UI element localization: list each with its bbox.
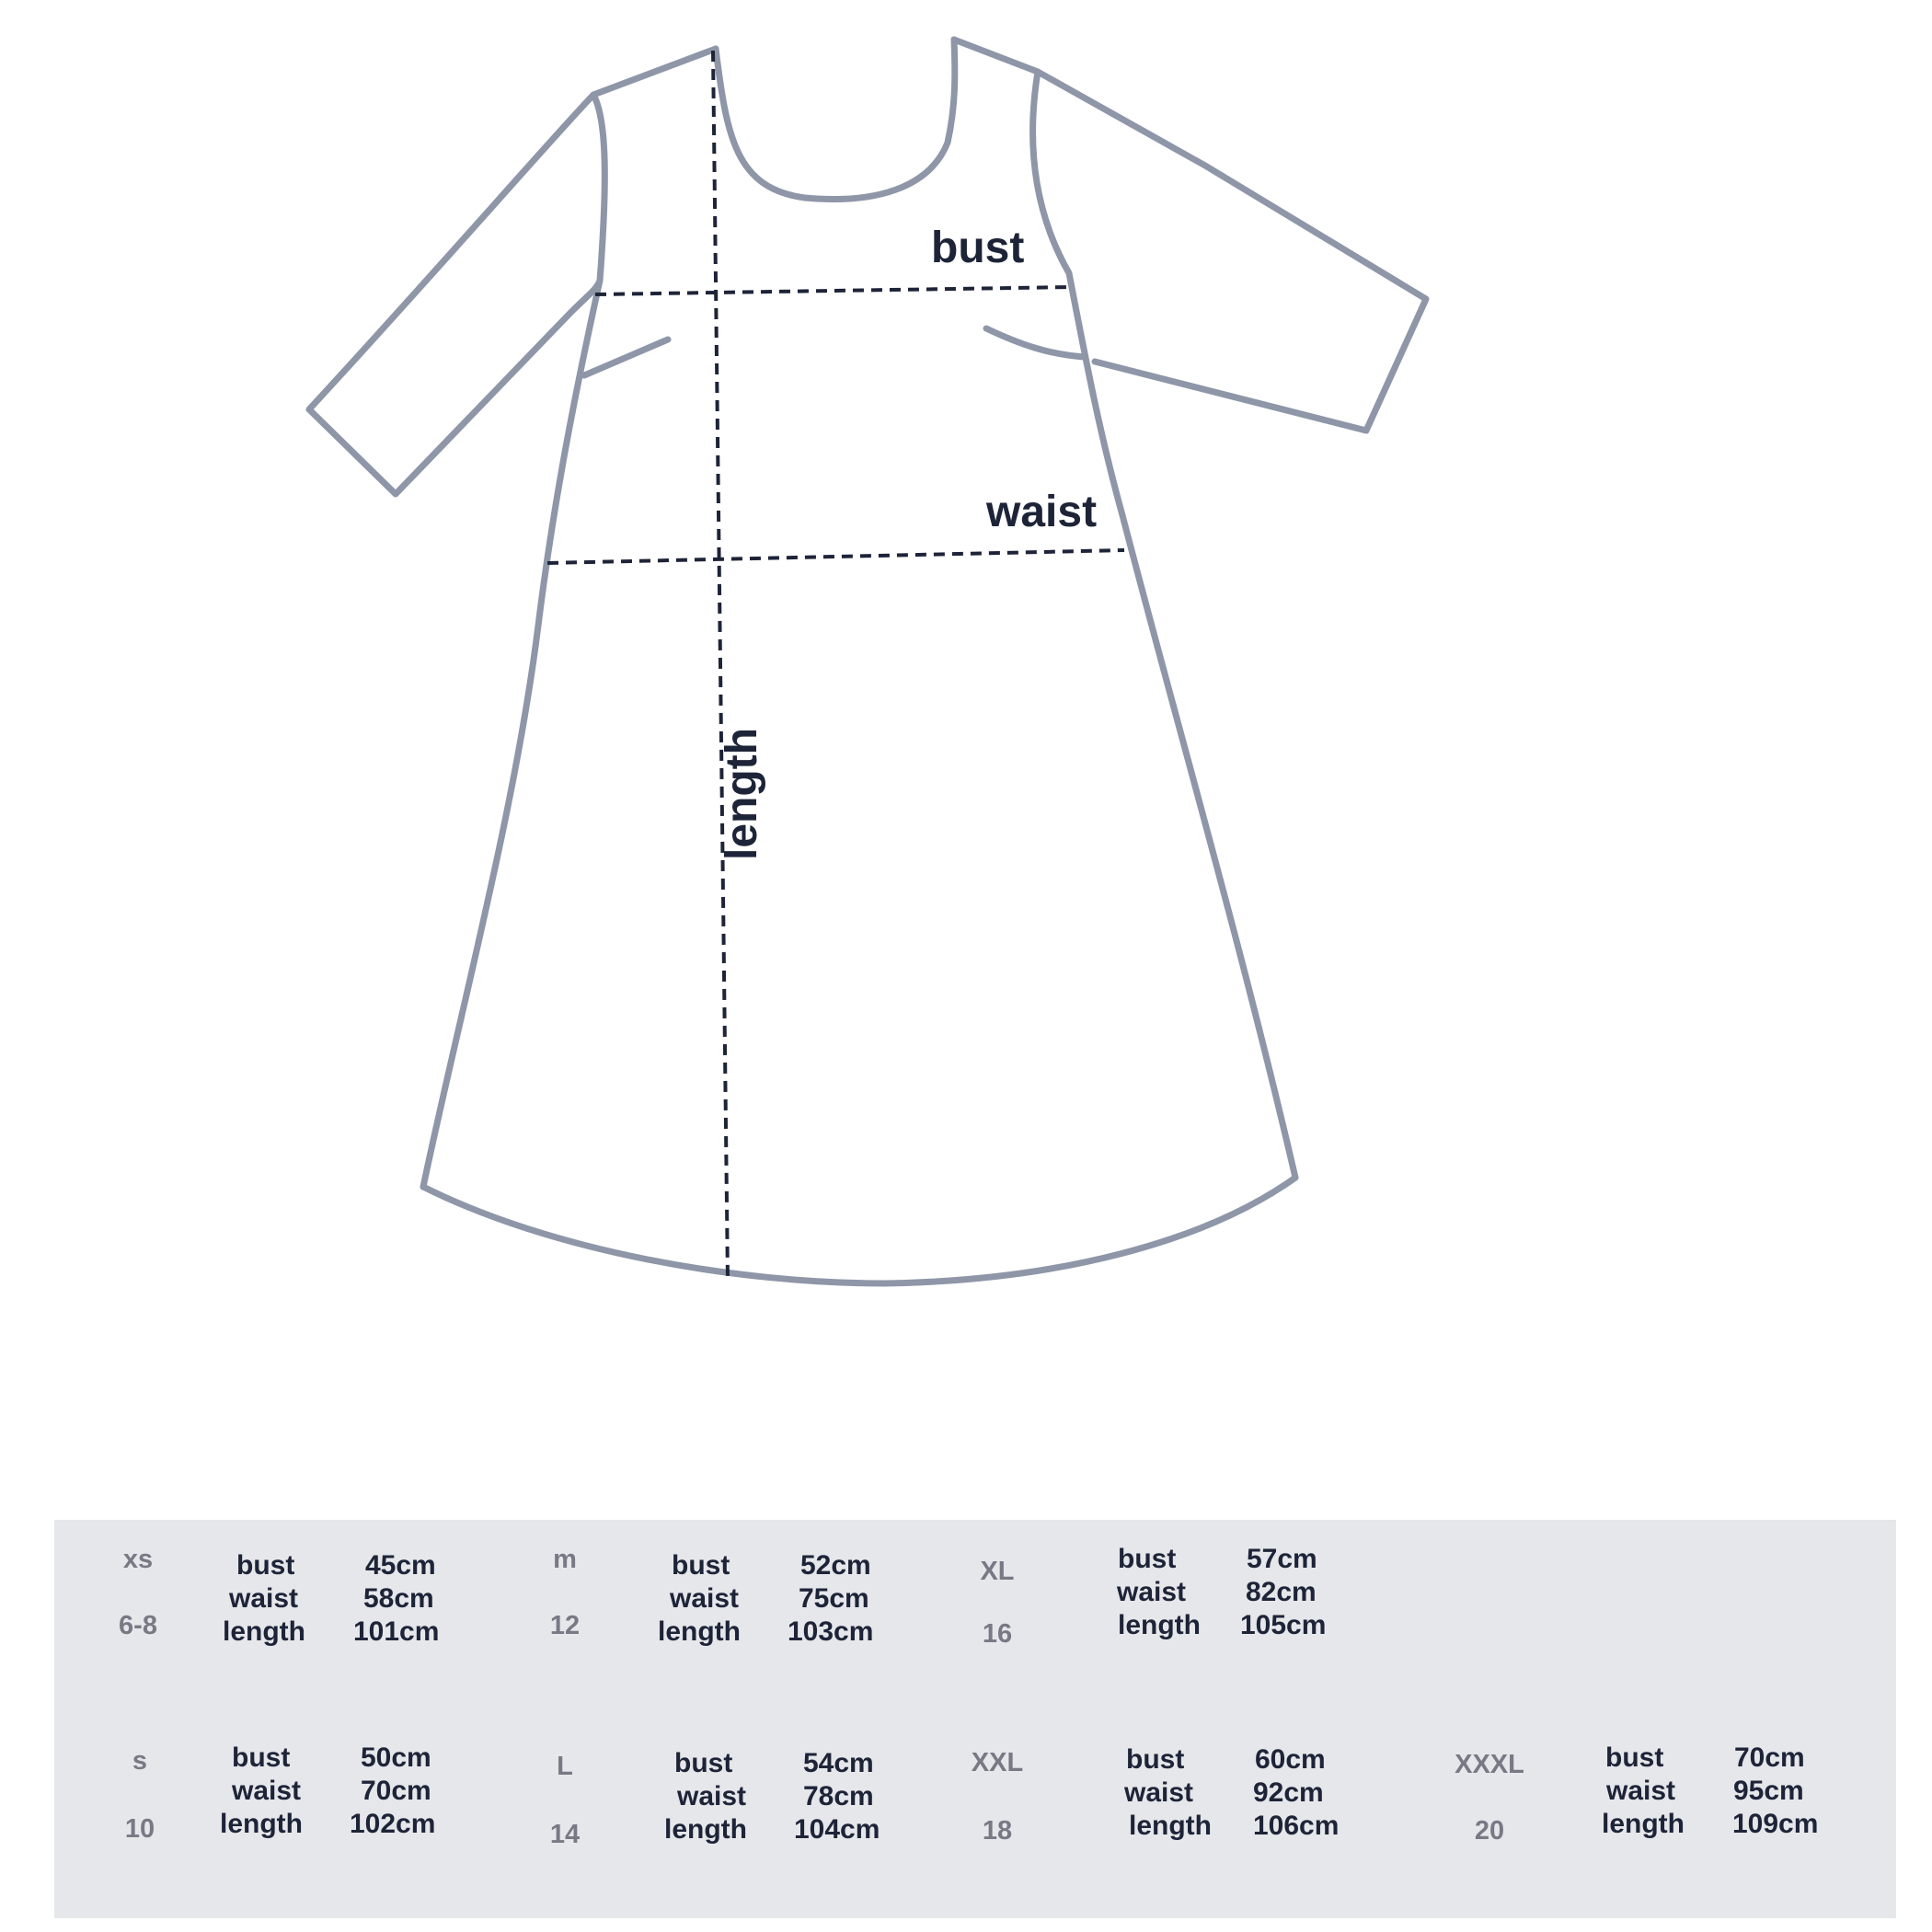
waist-label: waist (986, 488, 1098, 536)
measure-value: 52cm (800, 1550, 871, 1581)
measure-name: bust (672, 1550, 730, 1581)
measure-name: length (658, 1616, 741, 1647)
size-code: L (557, 1752, 573, 1781)
measure-value: 45cm (365, 1550, 436, 1581)
measure-name: waist (229, 1583, 299, 1614)
size-code: m (553, 1545, 577, 1574)
measure-lines (547, 51, 1124, 1281)
measure-value: 109cm (1732, 1809, 1819, 1839)
measure-value: 102cm (350, 1809, 436, 1839)
size-code: xs (122, 1545, 154, 1574)
dress-outline (309, 40, 1426, 1283)
size-number: 14 (549, 1820, 581, 1849)
measure-name: waist (677, 1781, 747, 1811)
right-shoulder-line (954, 40, 1038, 72)
neckline (716, 40, 955, 200)
measure-name: bust (236, 1550, 295, 1581)
size-number: 10 (124, 1814, 155, 1844)
measure-name: bust (1605, 1742, 1664, 1773)
size-number: 6-8 (119, 1611, 157, 1640)
measure-name: length (220, 1809, 303, 1839)
measure-value: 92cm (1253, 1777, 1324, 1808)
measure-value: 101cm (353, 1616, 440, 1647)
bust-measure-line (595, 287, 1072, 294)
left-bust-dart (584, 339, 668, 375)
measure-value: 54cm (803, 1748, 874, 1778)
measure-name: waist (232, 1776, 302, 1806)
left-shoulder-line (593, 49, 716, 95)
measure-name: length (1118, 1610, 1201, 1640)
measure-name: length (223, 1616, 305, 1647)
right-armhole (1033, 72, 1069, 273)
measure-value: 70cm (361, 1776, 431, 1806)
size-code: XL (980, 1557, 1015, 1586)
measure-value: 78cm (803, 1781, 874, 1811)
measure-value: 60cm (1255, 1744, 1326, 1775)
measure-value: 58cm (363, 1583, 434, 1614)
measure-name: bust (1118, 1544, 1177, 1574)
measure-name: length (664, 1814, 747, 1845)
left-sleeve (309, 95, 600, 494)
measure-value: 103cm (788, 1616, 874, 1647)
measure-name: waist (1124, 1777, 1194, 1808)
measure-value: 82cm (1246, 1577, 1317, 1607)
left-side-seam (423, 281, 600, 1187)
size-code: XXXL (1455, 1750, 1524, 1779)
size-number: 16 (982, 1619, 1013, 1649)
size-chart-panel (54, 1520, 1896, 1918)
bust-label: bust (931, 224, 1025, 272)
measure-value: 75cm (799, 1583, 869, 1614)
length-measure-line (713, 51, 728, 1281)
size-code: s (132, 1746, 148, 1776)
waist-measure-line (547, 550, 1124, 563)
right-side-seam (1069, 273, 1295, 1178)
measure-name: waist (670, 1583, 740, 1614)
measure-name: bust (674, 1748, 733, 1778)
right-bust-dart (986, 328, 1084, 357)
measure-name: bust (232, 1742, 291, 1773)
right-sleeve (1038, 72, 1426, 431)
left-armhole (593, 95, 604, 281)
hem (423, 1178, 1295, 1283)
measure-value: 95cm (1733, 1776, 1804, 1806)
measure-value: 106cm (1253, 1811, 1340, 1841)
length-label: length (718, 728, 766, 860)
measure-name: waist (1606, 1776, 1676, 1806)
size-code: XXL (971, 1748, 1024, 1777)
measure-value: 70cm (1734, 1742, 1805, 1773)
size-number: 18 (982, 1816, 1013, 1846)
measure-value: 105cm (1240, 1610, 1327, 1640)
size-number: 20 (1474, 1816, 1505, 1846)
measure-value: 50cm (361, 1742, 431, 1773)
measure-name: length (1602, 1809, 1685, 1839)
measure-value: 104cm (794, 1814, 880, 1845)
measure-name: bust (1126, 1744, 1185, 1775)
size-number: 12 (549, 1611, 581, 1640)
measure-name: waist (1117, 1577, 1187, 1607)
measure-name: length (1129, 1811, 1212, 1841)
measure-value: 57cm (1247, 1544, 1317, 1574)
